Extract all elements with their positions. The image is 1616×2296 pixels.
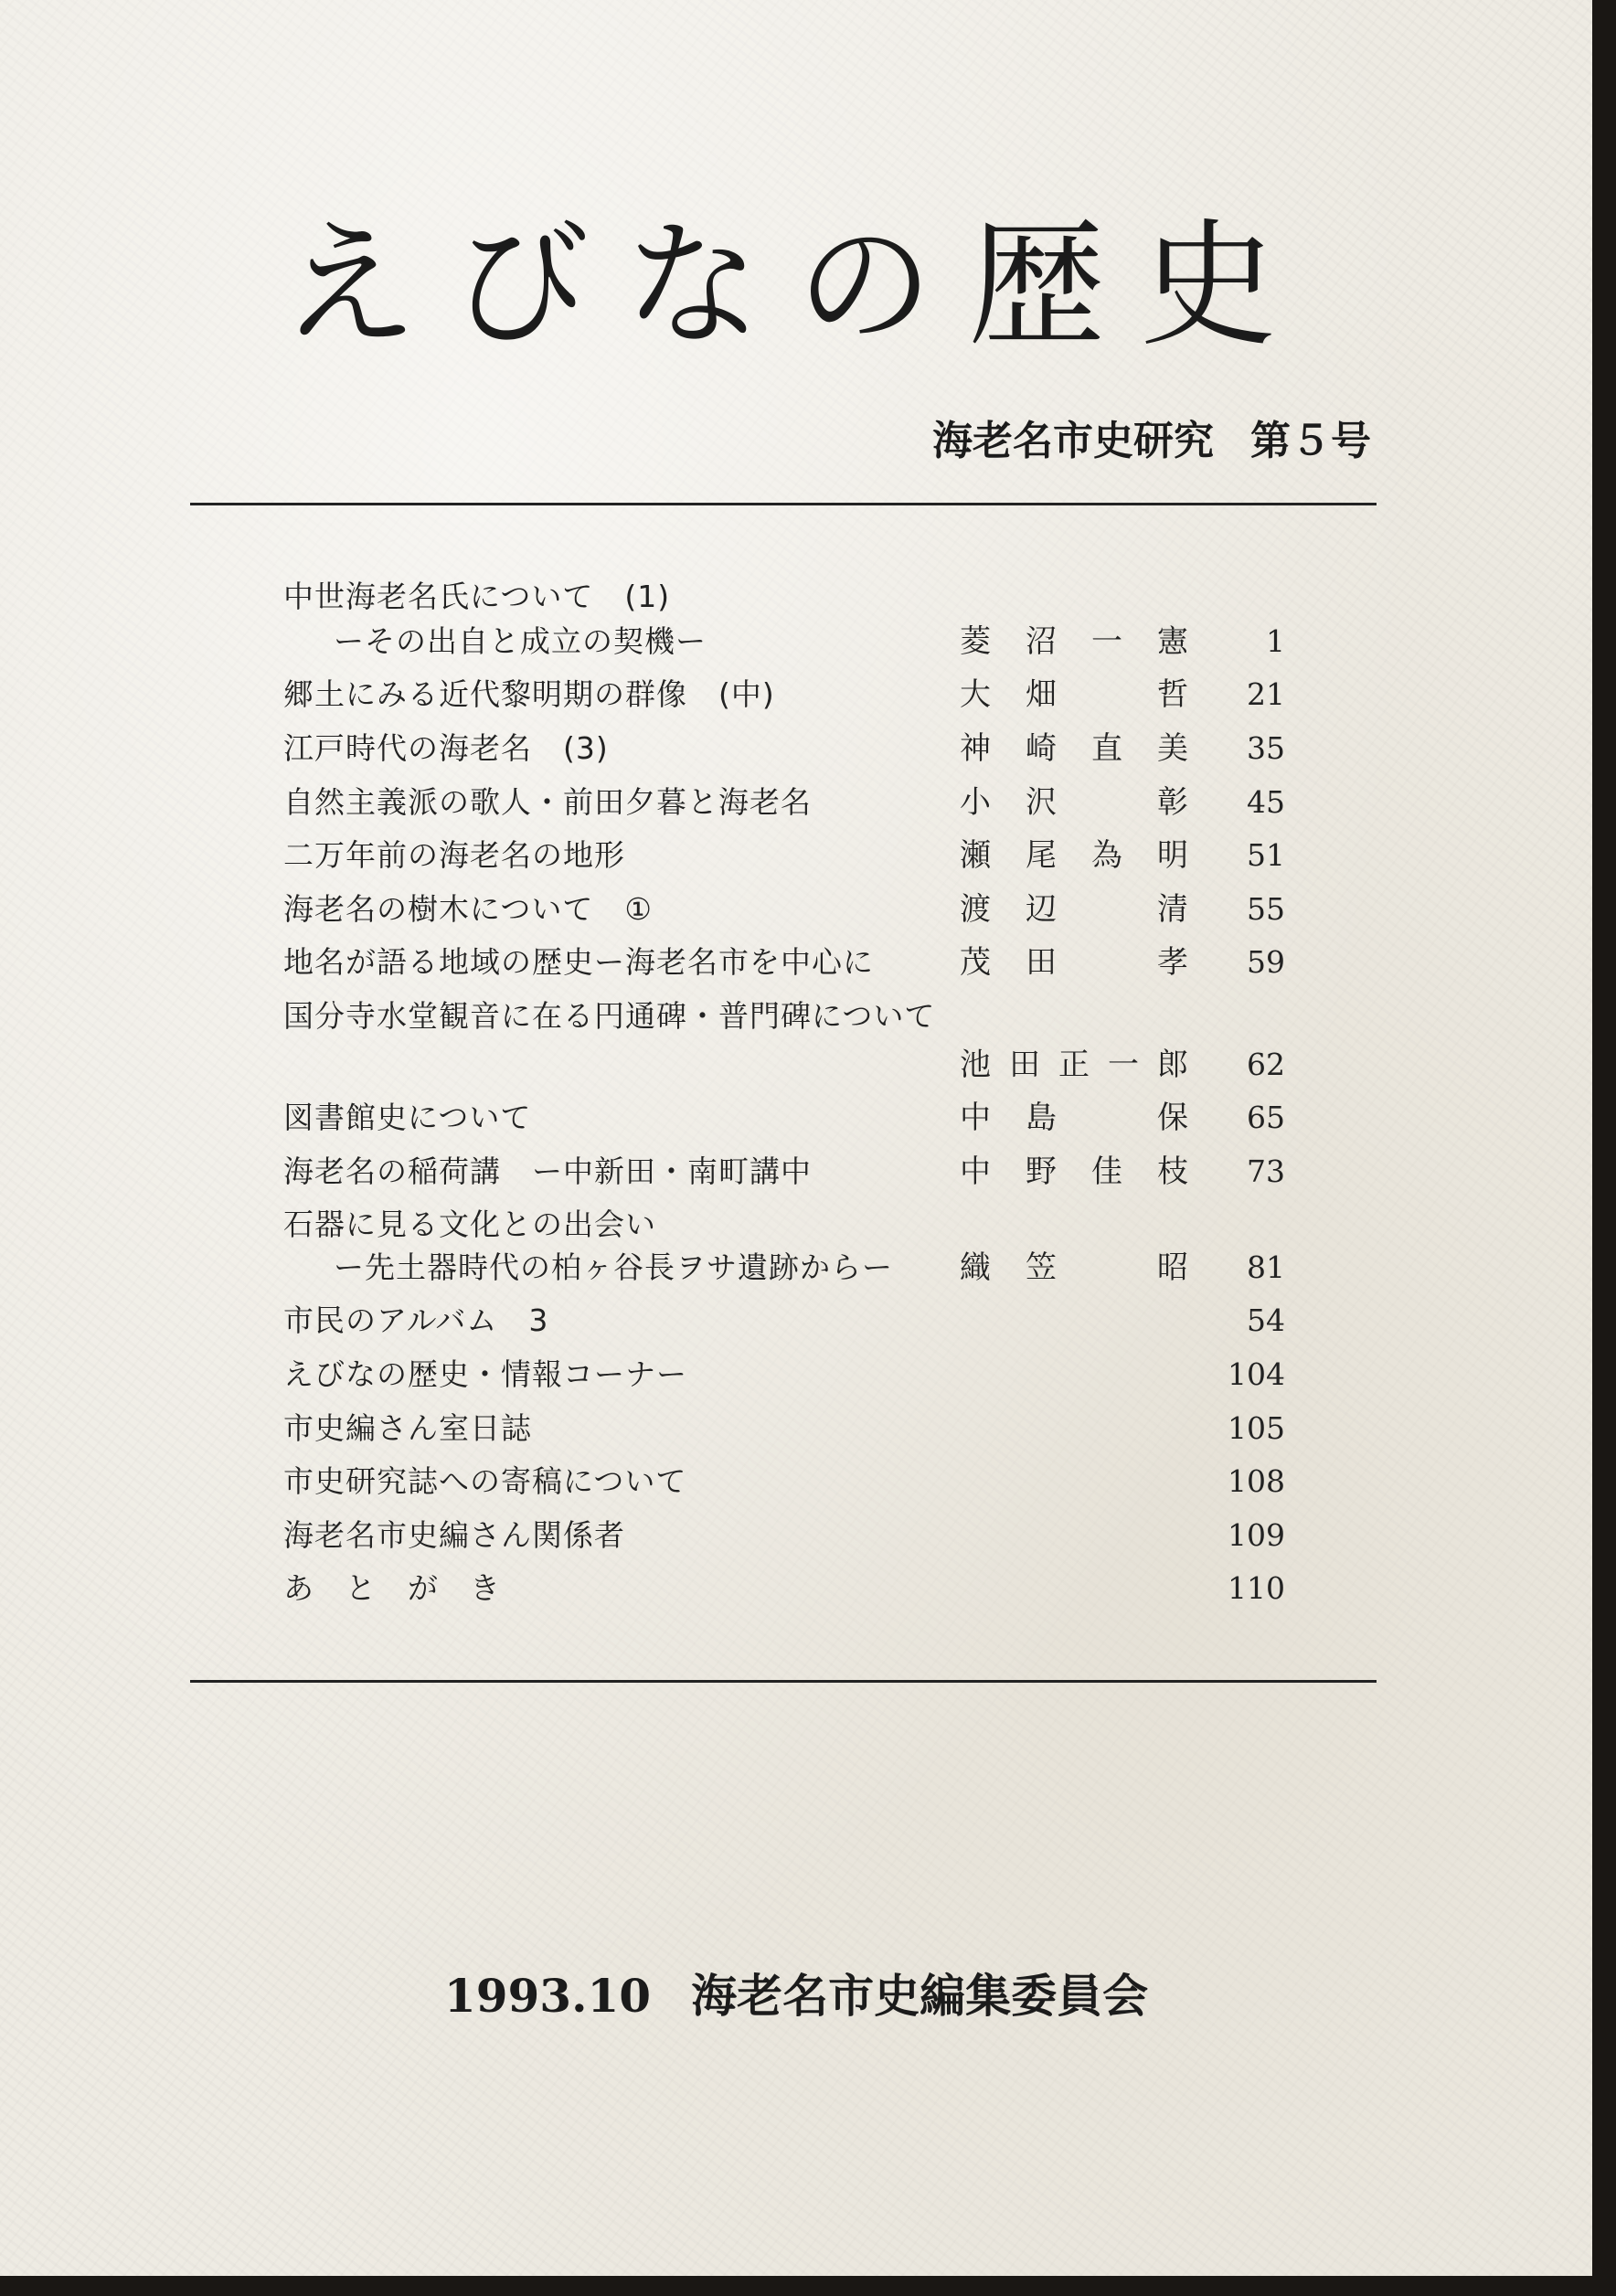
toc-page: 1 bbox=[1266, 623, 1285, 659]
toc-page: 108 bbox=[1228, 1463, 1285, 1499]
toc-title: 中世海老名氏について (1) bbox=[283, 579, 671, 614]
issue-number: 第５号 bbox=[1250, 418, 1371, 464]
toc-title: 二万年前の海老名の地形 bbox=[283, 837, 625, 873]
toc-author: 茂田 孝 bbox=[960, 944, 1188, 981]
publication-date: 1993.10 bbox=[443, 1969, 652, 2023]
toc-author: 小沢 彰 bbox=[960, 784, 1188, 821]
toc-title: 海老名の稲荷講 ー中新田・南町講中 bbox=[283, 1153, 812, 1189]
toc-page: 35 bbox=[1247, 730, 1285, 766]
toc-page: 104 bbox=[1228, 1356, 1285, 1392]
toc-entry bbox=[0, 776, 1592, 829]
toc-page: 65 bbox=[1247, 1100, 1285, 1135]
toc-entry bbox=[0, 1402, 1592, 1455]
toc-title: 市史研究誌への寄稿について bbox=[283, 1463, 687, 1499]
toc-entry bbox=[0, 1562, 1592, 1615]
toc-page: 110 bbox=[1228, 1570, 1285, 1606]
toc-title: 市民のアルバム 3 bbox=[283, 1302, 549, 1338]
toc-entry bbox=[0, 668, 1592, 721]
toc-title: 郷土にみる近代黎明期の群像 (中) bbox=[283, 676, 775, 712]
toc-author: 大畑 哲 bbox=[960, 676, 1188, 713]
toc-page: 109 bbox=[1228, 1517, 1285, 1553]
toc-entry bbox=[0, 883, 1592, 936]
toc-title: 海老名市史編さん関係者 bbox=[283, 1517, 625, 1553]
toc-entry bbox=[0, 990, 1592, 1043]
series-name: 海老名市史研究 bbox=[932, 418, 1214, 464]
toc-entry bbox=[0, 1509, 1592, 1562]
toc-title: 自然主義派の歌人・前田夕暮と海老名 bbox=[283, 784, 812, 820]
imprint bbox=[0, 1967, 1592, 2025]
toc-entry bbox=[0, 1348, 1592, 1401]
toc-author: 織笠 昭 bbox=[960, 1249, 1188, 1286]
toc-author: 池田正一郎 bbox=[960, 1047, 1188, 1083]
toc-author: 中島 保 bbox=[960, 1100, 1188, 1136]
toc-title: ー先土器時代の柏ヶ谷長ヲサ遺跡からー bbox=[334, 1249, 893, 1285]
toc-author: 渡辺 清 bbox=[960, 891, 1188, 928]
toc-title: 江戸時代の海老名 (3) bbox=[283, 730, 609, 766]
toc-author: 菱沼一憲 bbox=[960, 623, 1188, 660]
bottom-divider bbox=[190, 1680, 1377, 1683]
toc-page: 73 bbox=[1247, 1153, 1285, 1189]
toc-entry bbox=[0, 1241, 1592, 1294]
toc-title: 図書館史について bbox=[283, 1100, 532, 1135]
toc-page: 55 bbox=[1247, 891, 1285, 927]
toc-title: ーその出自と成立の契機ー bbox=[334, 623, 707, 659]
toc-title: 国分寺水堂観音に在る円通碑・普門碑について bbox=[283, 998, 936, 1034]
publisher-name: 海老名市史編集委員会 bbox=[691, 1969, 1149, 2023]
toc-title: えびなの歴史・情報コーナー bbox=[283, 1356, 687, 1392]
toc-page: 54 bbox=[1247, 1302, 1285, 1338]
toc-page: 62 bbox=[1247, 1047, 1285, 1082]
toc-title: 市史編さん室日誌 bbox=[283, 1410, 532, 1446]
toc-title: 石器に見る文化との出会い bbox=[283, 1206, 656, 1242]
toc-author: 神崎直美 bbox=[960, 730, 1188, 767]
book-title: えびなの歴史 bbox=[280, 207, 1312, 366]
toc-page: 21 bbox=[1247, 676, 1285, 712]
toc-entry bbox=[0, 615, 1592, 668]
toc-entry bbox=[0, 1091, 1592, 1144]
toc-page: 81 bbox=[1247, 1249, 1285, 1285]
toc-title: あ と が き bbox=[283, 1570, 501, 1606]
toc-entry bbox=[0, 1038, 1592, 1091]
toc-author: 瀬尾為明 bbox=[960, 837, 1188, 874]
toc-title: 地名が語る地域の歴史ー海老名市を中心に bbox=[283, 944, 874, 980]
toc-page: 45 bbox=[1247, 784, 1285, 820]
toc-title: 海老名の樹木について ① bbox=[283, 891, 653, 927]
toc-page: 105 bbox=[1228, 1410, 1285, 1446]
toc-entry bbox=[0, 722, 1592, 775]
toc-entry bbox=[0, 1145, 1592, 1198]
toc-entry bbox=[0, 1294, 1592, 1347]
toc-page: 51 bbox=[1247, 837, 1285, 873]
toc-entry bbox=[0, 1455, 1592, 1508]
toc-entry bbox=[0, 936, 1592, 989]
toc-entry bbox=[0, 829, 1592, 882]
toc-page: 59 bbox=[1247, 944, 1285, 980]
toc-author: 中野佳枝 bbox=[960, 1153, 1188, 1190]
